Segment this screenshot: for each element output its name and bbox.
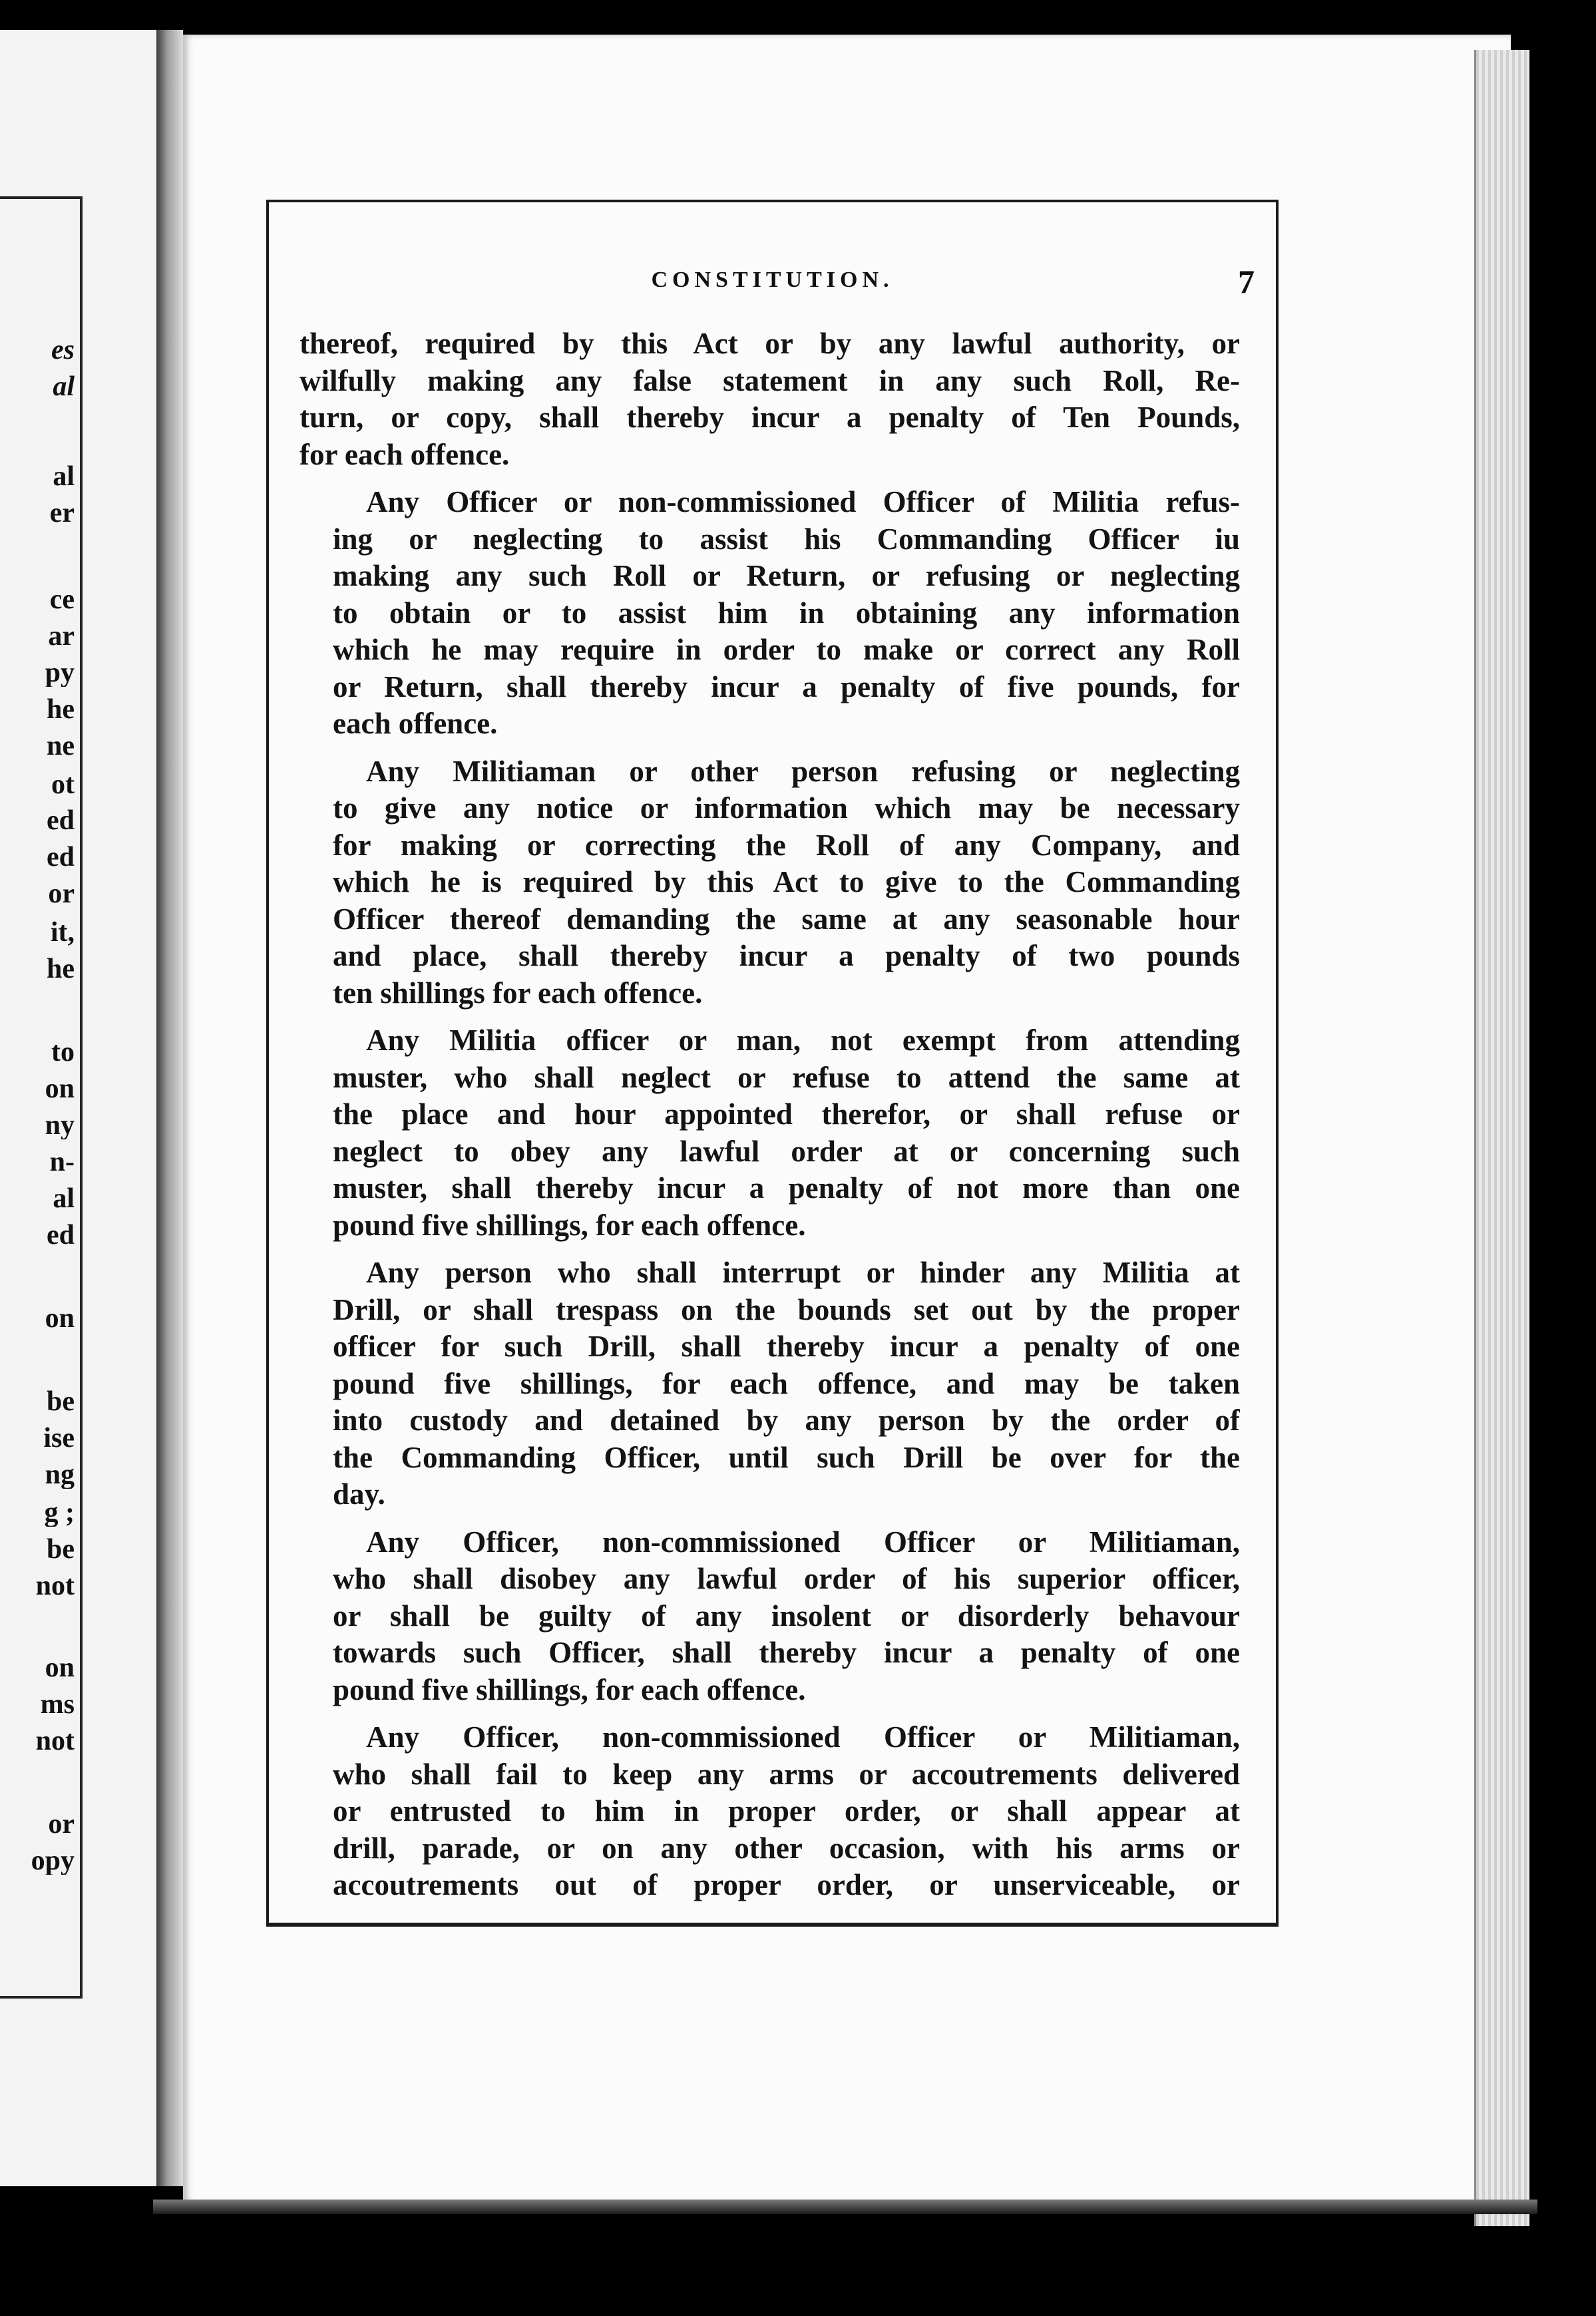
previous-page-fragment: es <box>51 336 75 364</box>
paragraph <box>299 484 1240 743</box>
page-bottom-shadow <box>153 2200 1537 2214</box>
text-line: or Return, shall thereby incur a penalty of five pounds, for <box>333 670 1240 703</box>
previous-page-fragment: or <box>48 880 75 908</box>
previous-page-fragment: he <box>47 695 75 723</box>
text-line: Any Militiaman or other person refusing or neglecting <box>366 754 1240 788</box>
text-line: Any Officer, non-commissioned Officer or Militiaman, <box>366 1525 1240 1559</box>
running-title: CONSTITUTION. <box>651 268 894 292</box>
previous-page-fragment: ed <box>47 843 75 871</box>
previous-page-fragment: al <box>53 373 75 401</box>
text-line: each offence. <box>333 707 498 740</box>
running-head <box>269 262 1276 302</box>
text-line: drill, parade, or on any other occasion, with his arms or <box>333 1831 1240 1865</box>
text-line: or entrusted to him in proper order, or shall appear at <box>333 1794 1240 1828</box>
previous-page-fragment: al <box>53 1185 75 1213</box>
text-line: Any Officer, non-commissioned Officer or Militiaman, <box>366 1720 1240 1754</box>
text-line: ten shillings for each offence. <box>333 976 703 1010</box>
paragraph <box>299 1719 1240 1904</box>
text-line: for each offence. <box>299 437 510 471</box>
previous-page-fragment: it, <box>50 918 75 946</box>
previous-page-fragment: ar <box>48 622 75 650</box>
paragraph <box>299 1524 1240 1709</box>
previous-page-fragment: on <box>45 1654 75 1682</box>
paragraph <box>299 1022 1240 1244</box>
text-line: into custody and detained by any person by the order of <box>333 1404 1240 1437</box>
previous-page-fragment: er <box>49 499 75 527</box>
text-line: making any such Roll or Return, or refusing or neglecting <box>333 559 1240 592</box>
body-text <box>299 325 1240 1915</box>
text-frame <box>266 200 1279 1927</box>
page-edges <box>1474 50 1529 2226</box>
previous-page-fragment: ise <box>43 1424 75 1452</box>
text-line: pound five shillings, for each offence. <box>333 1672 806 1706</box>
previous-page-fragment: opy <box>31 1847 75 1875</box>
previous-page-fragment: ng <box>45 1461 75 1489</box>
text-line: the Commanding Officer, until such Drill be over for the <box>333 1440 1240 1474</box>
text-line: Any person who shall interrupt or hinder any Militia at <box>366 1256 1240 1289</box>
previous-page-fragment: ot <box>51 771 75 799</box>
text-line: day. <box>333 1477 385 1511</box>
paragraph <box>299 325 1240 473</box>
text-line: accoutrements out of proper order, or unserviceable, or <box>333 1868 1240 1901</box>
text-line: to obtain or to assist him in obtaining any information <box>333 596 1240 630</box>
text-line: wilfully making any false statement in any such Roll, Re- <box>299 363 1240 397</box>
text-line: Officer thereof demanding the same at any seasonable hour <box>333 902 1240 936</box>
text-line: pound five shillings, for each offence. <box>333 1208 806 1242</box>
previous-page-fragment: on <box>45 1304 75 1332</box>
previous-page-fragment: on <box>45 1075 75 1103</box>
previous-page-fragment: py <box>45 659 75 687</box>
previous-page-fragment: to <box>51 1038 75 1066</box>
text-line: neglect to obey any lawful order at or concerning such <box>333 1134 1240 1168</box>
previous-page-fragment: al <box>53 463 75 490</box>
text-line: Drill, or shall trespass on the bounds set out by the proper <box>333 1292 1240 1326</box>
text-line: or shall be guilty of any insolent or disorderly behavour <box>333 1599 1240 1633</box>
page-number: 7 <box>1238 263 1255 300</box>
previous-page-fragment: n- <box>49 1148 75 1176</box>
previous-page <box>0 30 160 2186</box>
previous-page-fragment: be <box>47 1535 75 1563</box>
previous-page-fragment: ed <box>47 1221 75 1249</box>
previous-page-fragment: ms <box>40 1690 75 1718</box>
paragraph <box>299 1254 1240 1513</box>
text-line: pound five shillings, for each offence, and may be taken <box>333 1366 1240 1400</box>
text-line: muster, shall thereby incur a penalty of not more than one <box>333 1171 1240 1205</box>
text-line: ing or neglecting to assist his Commanding Officer iu <box>333 522 1240 556</box>
previous-page-fragment: he <box>47 955 75 983</box>
previous-page-fragment: or <box>48 1810 75 1838</box>
paragraph <box>299 753 1240 1012</box>
previous-page-fragment: ce <box>49 586 75 614</box>
text-line: for making or correcting the Roll of any Company, and <box>333 828 1240 862</box>
previous-page-fragment: ed <box>47 807 75 835</box>
text-line: the place and hour appointed therefor, or shall refuse or <box>333 1097 1240 1131</box>
previous-page-fragment: g ; <box>44 1499 75 1527</box>
text-line: turn, or copy, shall thereby incur a penalty of Ten Pounds, <box>299 401 1240 434</box>
text-line: Any Militia officer or man, not exempt from attending <box>366 1024 1240 1057</box>
text-line: which he is required by this Act to give to the Commanding <box>333 865 1240 898</box>
text-line: who shall disobey any lawful order of his superior officer, <box>333 1562 1240 1595</box>
text-line: Any Officer or non-commissioned Officer of Militia refus- <box>366 485 1240 518</box>
text-line: towards such Officer, shall thereby incur a penalty of one <box>333 1636 1240 1669</box>
previous-page-fragment: ny <box>45 1111 75 1139</box>
text-line: officer for such Drill, shall thereby incur a penalty of one <box>333 1330 1240 1363</box>
text-line: who shall fail to keep any arms or accoutrements delivered <box>333 1757 1240 1791</box>
text-line: muster, who shall neglect or refuse to attend the same at <box>333 1060 1240 1094</box>
text-line: which he may require in order to make or correct any Roll <box>333 633 1240 666</box>
previous-page-fragment: not <box>35 1572 75 1600</box>
previous-page-fragment: be <box>47 1388 75 1416</box>
text-line: thereof, required by this Act or by any lawful authority, or <box>299 327 1240 360</box>
previous-page-fragment: ne <box>47 732 75 760</box>
previous-page-fragment: not <box>35 1727 75 1755</box>
text-line: to give any notice or information which may be necessary <box>333 791 1240 825</box>
text-line: and place, shall thereby incur a penalty of two pounds <box>333 939 1240 972</box>
book-gutter <box>156 30 183 2186</box>
